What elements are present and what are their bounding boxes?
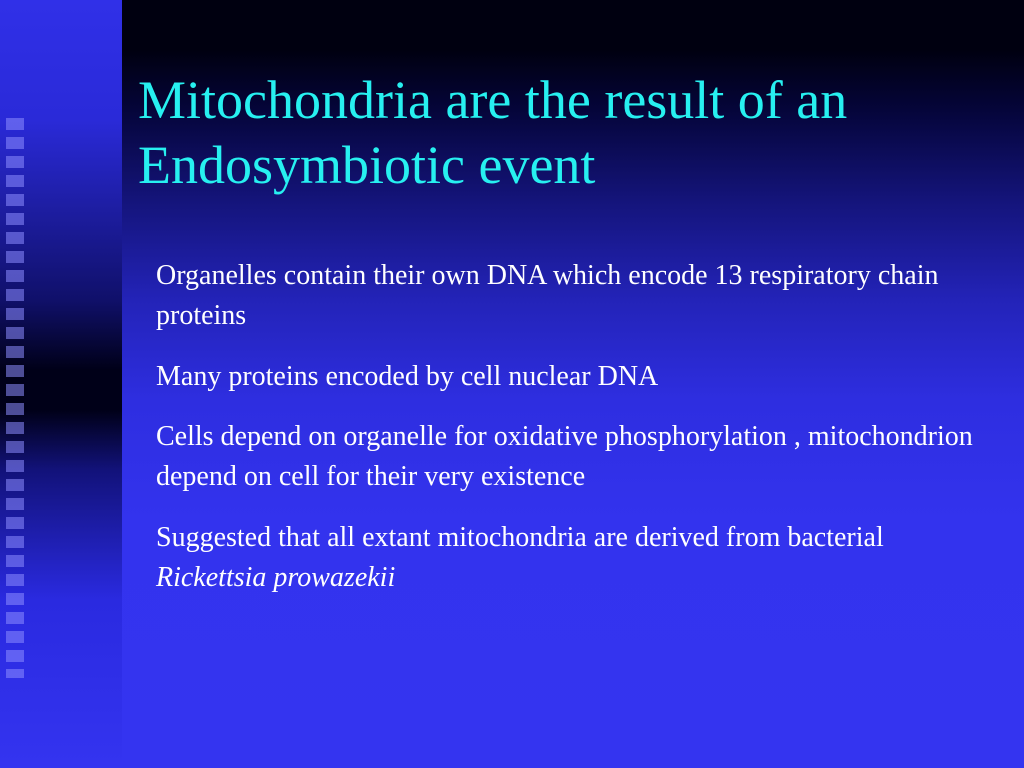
bullet-text: Cells depend on organelle for oxidative phosphorylation , mitochondrion depend on cell for their very existence bbox=[156, 421, 973, 492]
bullet-text: Organelles contain their own DNA which encode 13 respiratory chain proteins bbox=[156, 260, 939, 331]
bullet-list bbox=[156, 256, 986, 619]
bullet-item bbox=[156, 417, 986, 497]
bullet-item bbox=[156, 256, 986, 336]
bullet-item bbox=[156, 518, 986, 598]
bullet-text: Many proteins encoded by cell nuclear DNA bbox=[156, 361, 659, 392]
left-decorative-strip bbox=[0, 0, 122, 768]
bullet-item bbox=[156, 357, 986, 397]
bullet-text: Suggested that all extant mitochondria are derived from bacterial bbox=[156, 522, 884, 553]
species-name: Rickettsia prowazekii bbox=[156, 562, 396, 593]
slide-title: Mitochondria are the result of an Endosymbiotic event bbox=[138, 70, 848, 195]
decorative-square-column bbox=[6, 118, 30, 678]
